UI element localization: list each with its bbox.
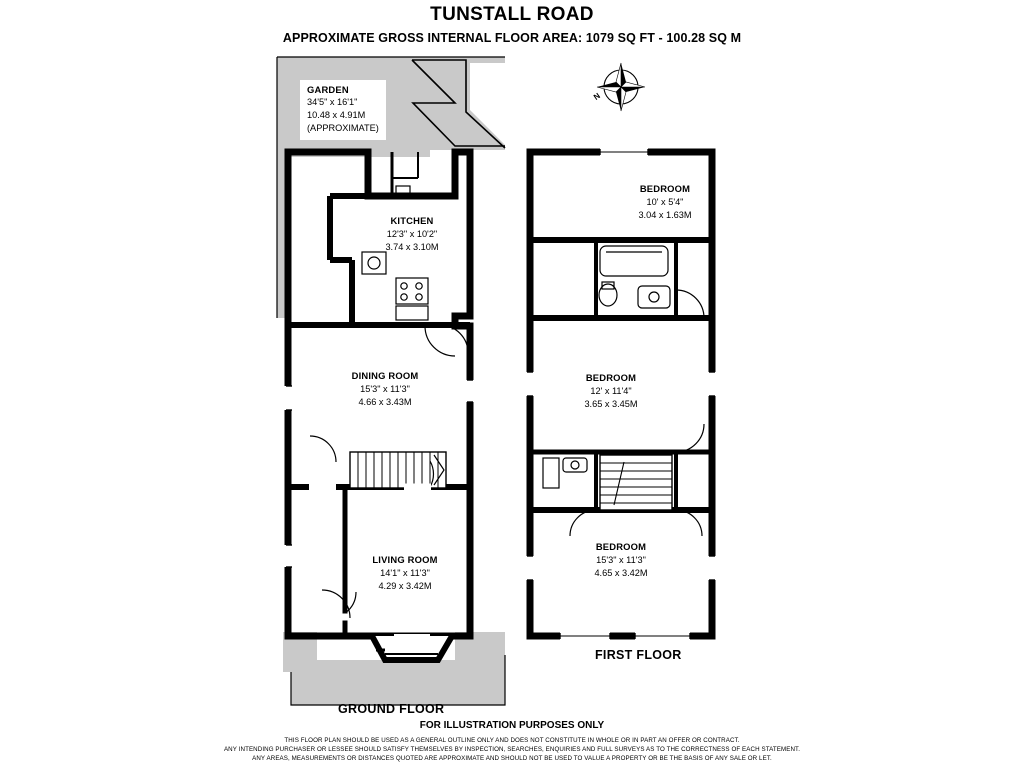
- room-label-garden: [300, 80, 386, 140]
- room-dims-metric-garden: 10.48 x 4.91M: [307, 110, 366, 121]
- first-stairs-icon: [600, 455, 672, 510]
- room-name-bedroom-2: BEDROOM: [585, 372, 637, 383]
- compass-rose-icon: [597, 63, 645, 111]
- room-name-dining-room: DINING ROOM: [351, 370, 419, 381]
- room-dims-imperial-garden: 34'5" x 16'1": [307, 97, 358, 108]
- room-dims-imperial-kitchen: 12'3" x 10'2": [386, 228, 438, 239]
- room-dims-metric-bedroom-1: 3.04 x 1.63M: [638, 209, 692, 220]
- compass-north-label: N: [591, 91, 602, 102]
- room-dims-imperial-bedroom-3: 15'3" x 11'3": [596, 554, 646, 565]
- first-floor-label: FIRST FLOOR: [595, 648, 682, 662]
- room-dims-metric-living-room: 4.29 x 3.42M: [378, 580, 432, 591]
- room-dims-metric-bedroom-3: 4.65 x 3.42M: [594, 567, 648, 578]
- room-label-bedroom-1: [605, 183, 725, 221]
- disclaimer-line-1: THIS FLOOR PLAN SHOULD BE USED AS A GENERAL OUTLINE ONLY AND DOES NOT CONSTITUTE IN WHOLE OR IN PART AN OFFER OR CONTRACT.: [284, 737, 740, 744]
- room-label-bedroom-3: [561, 541, 681, 579]
- room-name-garden: GARDEN: [307, 84, 349, 95]
- disclaimer: [0, 737, 1024, 764]
- room-dims-metric-kitchen: 3.74 x 3.10M: [385, 241, 439, 252]
- area-values: 1079 SQ FT - 100.28 SQ M: [585, 31, 742, 45]
- room-name-kitchen: KITCHEN: [390, 215, 434, 226]
- room-dims-imperial-bedroom-2: 12' x 11'4": [590, 385, 632, 396]
- room-label-bedroom-2: [551, 372, 671, 410]
- room-label-living-room: [345, 554, 465, 592]
- bathroom-fittings-icon: [599, 246, 670, 308]
- room-name-bedroom-3: BEDROOM: [595, 541, 647, 552]
- illustration-notice: FOR ILLUSTRATION PURPOSES ONLY: [419, 720, 605, 731]
- room-label-kitchen: [352, 215, 472, 253]
- room-label-dining-room: [325, 370, 445, 408]
- room-dims-imperial-bedroom-1: 10' x 5'4": [646, 196, 684, 207]
- landing-fittings-icon: [543, 458, 587, 488]
- room-note-garden: (APPROXIMATE): [307, 123, 379, 134]
- room-dims-metric-bedroom-2: 3.65 x 3.45M: [584, 398, 638, 409]
- room-dims-imperial-living-room: 14'1" x 11'3": [380, 567, 430, 578]
- room-dims-metric-dining-room: 4.66 x 3.43M: [358, 396, 412, 407]
- disclaimer-line-3: ANY AREAS, MEASUREMENTS OR DISTANCES QUOTED ARE APPROXIMATE AND SHOULD NOT BE USED TO VALUE A PROPERTY OR BE THE BASIS OF ANY SALE OR LET.: [252, 754, 772, 762]
- ground-floor-label: GROUND FLOOR: [338, 702, 445, 716]
- page-title: TUNSTALL ROAD: [430, 4, 594, 25]
- disclaimer-line-2: ANY INTENDING PURCHASER OR LESSEE SHOULD SATISFY THEMSELVES BY INSPECTION, SEARCHES, ENQUIRIES AND FULL SURVEYS AS TO THE CORRECTNESS OF EACH STATEMENT.: [223, 745, 801, 753]
- room-dims-imperial-dining-room: 15'3" x 11'3": [360, 383, 410, 394]
- room-name-bedroom-1: BEDROOM: [639, 183, 691, 194]
- area-label: APPROXIMATE GROSS INTERNAL FLOOR AREA:: [282, 31, 583, 45]
- room-name-living-room: LIVING ROOM: [372, 554, 438, 565]
